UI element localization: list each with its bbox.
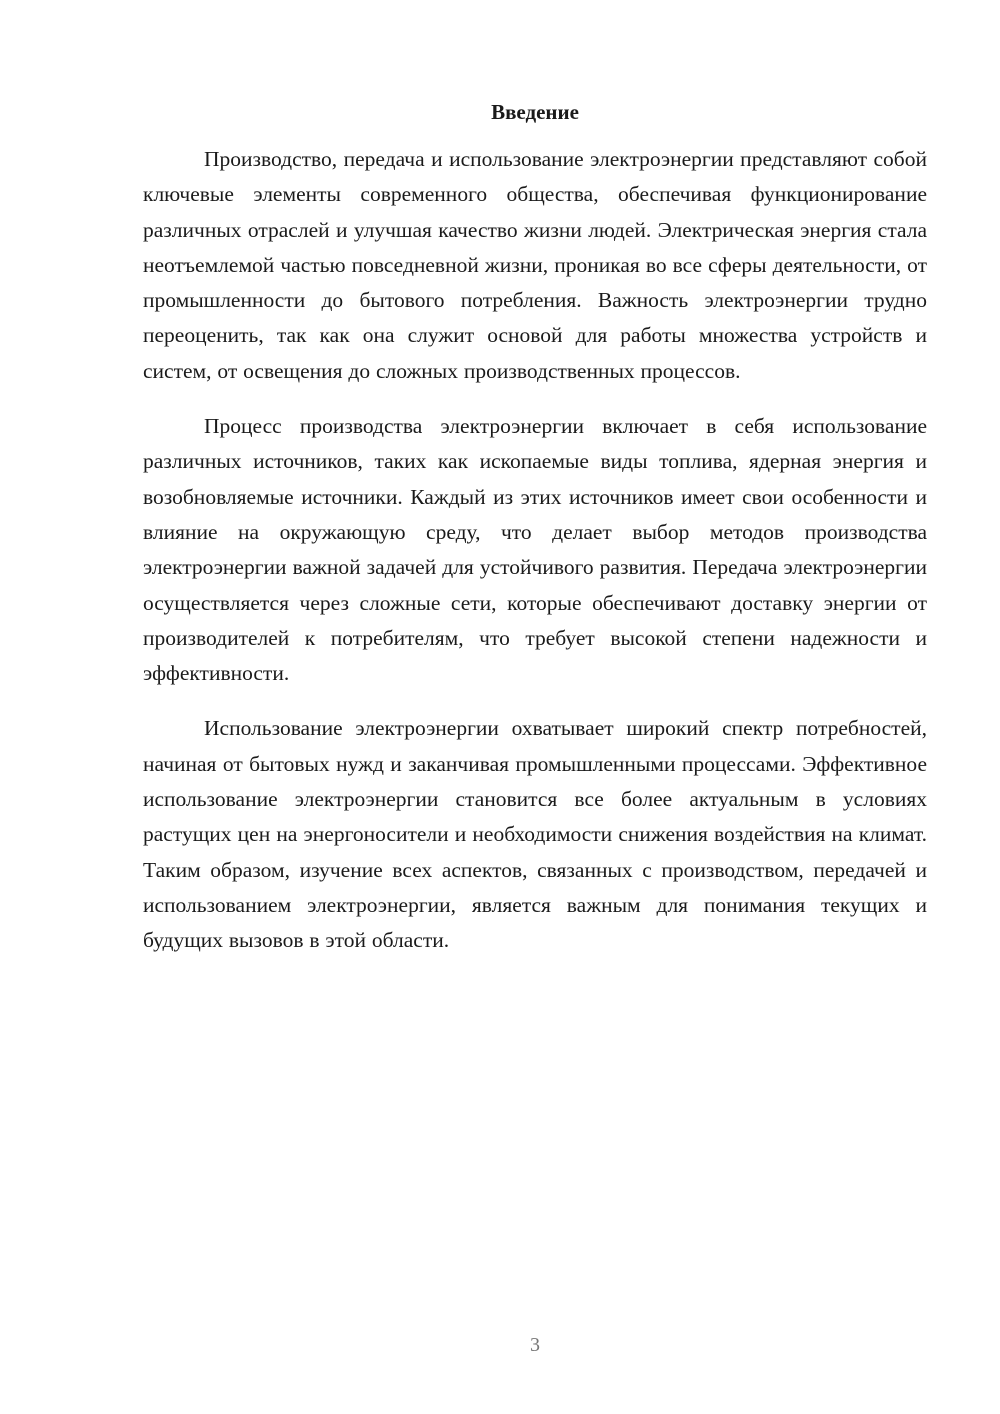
section-heading: Введение [491, 100, 579, 124]
page-number: 3 [530, 1334, 540, 1356]
paragraph-usage: Использование электроэнергии охватывает широкий спектр потребностей, начиная от бытовых нужд и заканчивая промышленными процессами. Эффективное использование электроэнергии становится все более актуальным в условиях растущих цен на энергоносители и необходимости снижения воздействия на климат. Таким образом, изучение всех аспектов, связанных с производством, передачей и использованием электроэнергии, является важным для понимания текущих и будущих вызовов в этой области. [143, 716, 927, 953]
paragraph-intro: Производство, передача и использование электроэнергии представляют собой ключевые элементы современного общества, обеспечивая функционирование различных отраслей и улучшая качество жизни людей. Электрическая энергия стала неотъемлемой частью повседневной жизни, проникая во все сферы деятельности, от промышленности до бытового потребления. Важность электроэнергии трудно переоценить, так как она служит основой для работы множества устройств и систем, от освещения до сложных производственных процессов. [143, 147, 927, 383]
body-text [143, 142, 927, 979]
paragraph-production: Процесс производства электроэнергии включает в себя использование различных источников, таких как ископаемые виды топлива, ядерная энергия и возобновляемые источники. Каждый из этих источников имеет свои особенности и влияние на окружающую среду, что делает выбор методов производства электроэнергии важной задачей для устойчивого развития. Передача электроэнергии осуществляется через сложные сети, которые обеспечивают доставку энергии от производителей к потребителям, что требует высокой степени надежности и эффективности. [143, 414, 927, 686]
